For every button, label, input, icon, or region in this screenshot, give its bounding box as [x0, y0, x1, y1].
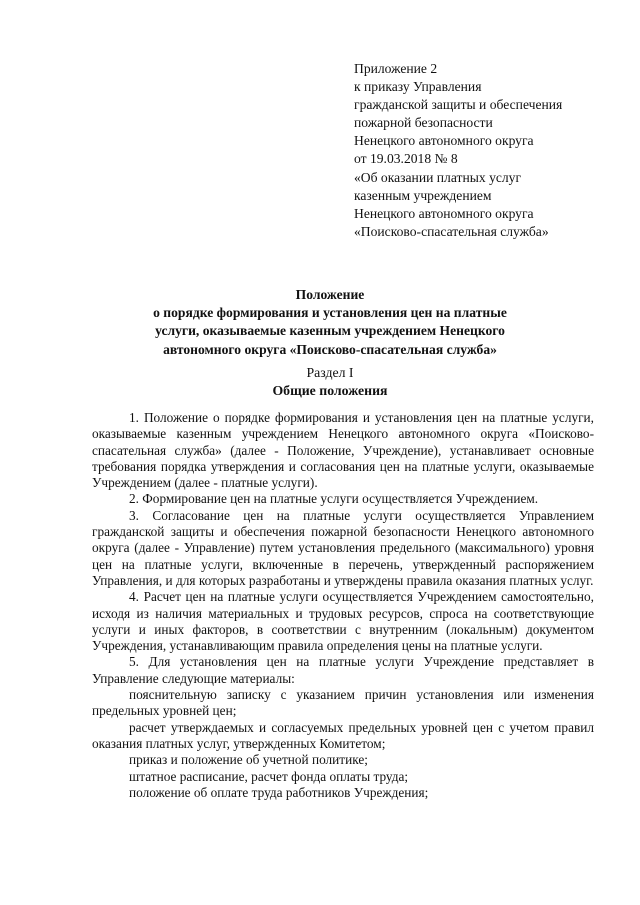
section-header: [80, 364, 580, 400]
title-line: автономного округа «Поисково-спасательная служба»: [163, 341, 497, 357]
appendix-line: казенным учреждением: [354, 187, 492, 203]
paragraph-2: 2. Формирование цен на платные услуги осуществляется Учреждением.: [129, 491, 539, 507]
paragraph-4: 4. Расчет цен на платные услуги осуществляется Учреждением самостоятельно, исходя из наличия материальных и трудовых ресурсов, спроса на соответствующие услуги и иных факторов, в соответствии с внутренним (локальным) документом Учреждения, устанавливающим правила определения цены на платные услуги.: [92, 589, 594, 654]
list-item: приказ и положение об учетной политике;: [129, 752, 368, 768]
title-line: Положение: [295, 287, 365, 302]
title-line: о порядке формирования и установления цен на платные: [153, 305, 507, 321]
appendix-line: Ненецкого автономного округа: [354, 133, 534, 149]
appendix-line: Ненецкого автономного округа: [354, 205, 534, 221]
appendix-header: [354, 60, 614, 241]
paragraph-1: 1. Положение о порядке формирования и установления цен на платные услуги, оказываемые казенным учреждением Ненецкого автономного округа «Поисково-спасательная служба» (далее - Положение, Учреждение), устанавливает основные требования порядка утверждения и согласования цен на платные услуги, оказываемые Учреждением (далее - платные услуги).: [92, 410, 594, 491]
paragraph-5: 5. Для установления цен на платные услуги Учреждение представляет в Управление следующие материалы:: [92, 654, 594, 686]
list-item: положение об оплате труда работников Учреждения;: [129, 784, 429, 800]
list-item: штатное расписание, расчет фонда оплаты труда;: [129, 768, 409, 784]
section-heading: Общие положения: [272, 383, 388, 398]
appendix-line: пожарной безопасности: [354, 115, 493, 131]
list-item: пояснительную записку с указанием причин установления или изменения предельных уровней цен;: [92, 687, 594, 719]
title-line: услуги, оказываемые казенным учреждением Ненецкого: [155, 323, 505, 339]
appendix-line: Приложение 2: [354, 61, 438, 76]
appendix-line: «Поисково-спасательная служба»: [354, 223, 549, 239]
section-number: Раздел I: [306, 365, 354, 380]
list-item: расчет утверждаемых и согласуемых предельных уровней цен с учетом правил оказания платных услуг, утвержденных Комитетом;: [92, 719, 594, 751]
appendix-line: гражданской защиты и обеспечения: [354, 97, 563, 113]
document-title: [80, 286, 580, 359]
appendix-line: к приказу Управления: [354, 79, 482, 95]
appendix-line: «Об оказании платных услуг: [354, 169, 522, 185]
appendix-line: от 19.03.2018 № 8: [354, 151, 458, 167]
document-body: [92, 410, 594, 801]
paragraph-3: 3. Согласование цен на платные услуги осуществляется Управлением гражданской защиты и обеспечения пожарной безопасности Ненецкого автономного округа (далее - Управление) путем установления предельного (максимального) уровня цен на платные услуги, включенные в перечень, утвержденный распоряжением Управления, и для которых разработаны и утверждены правила оказания платных услуг.: [92, 507, 594, 588]
